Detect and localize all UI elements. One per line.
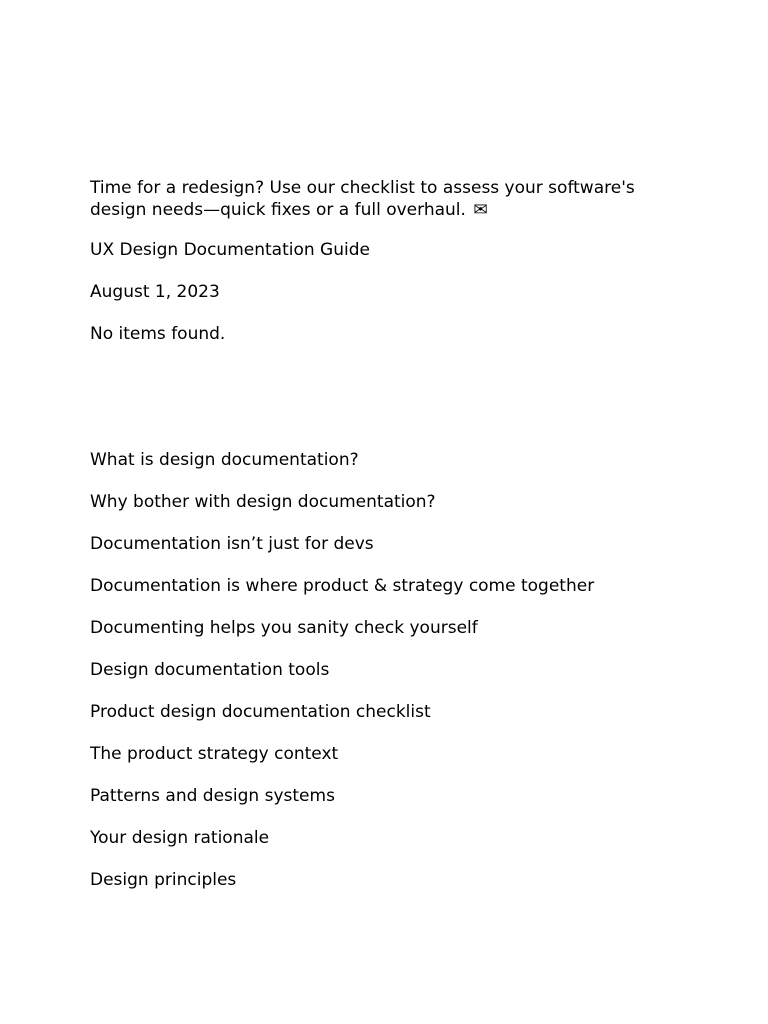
- empty-message: No items found.: [90, 324, 226, 344]
- article-date: August 1, 2023: [90, 282, 220, 302]
- article-title: UX Design Documentation Guide: [90, 240, 370, 260]
- table-of-contents: [90, 450, 690, 890]
- toc-link[interactable]: Patterns and design systems: [90, 786, 335, 806]
- toc-link[interactable]: Design documentation tools: [90, 660, 330, 680]
- toc-link[interactable]: Documentation is where product & strategy come together: [90, 576, 595, 596]
- toc-link[interactable]: Documenting helps you sanity check yourself: [90, 618, 478, 638]
- toc-link[interactable]: Your design rationale: [90, 828, 270, 848]
- toc-link[interactable]: Why bother with design documentation?: [90, 492, 436, 512]
- document-page: [90, 177, 690, 912]
- toc-link[interactable]: Documentation isn’t just for devs: [90, 534, 374, 554]
- banner-text: Time for a redesign? Use our checklist to assess your software's design needs—quick fixes or a full overhaul.: [90, 178, 635, 220]
- envelope-icon: ✉: [473, 200, 488, 220]
- toc-link[interactable]: Design principles: [90, 870, 237, 890]
- redesign-banner[interactable]: [90, 177, 690, 221]
- toc-link[interactable]: What is design documentation?: [90, 450, 359, 470]
- toc-link[interactable]: The product strategy context: [90, 744, 339, 764]
- toc-link[interactable]: Product design documentation checklist: [90, 702, 431, 722]
